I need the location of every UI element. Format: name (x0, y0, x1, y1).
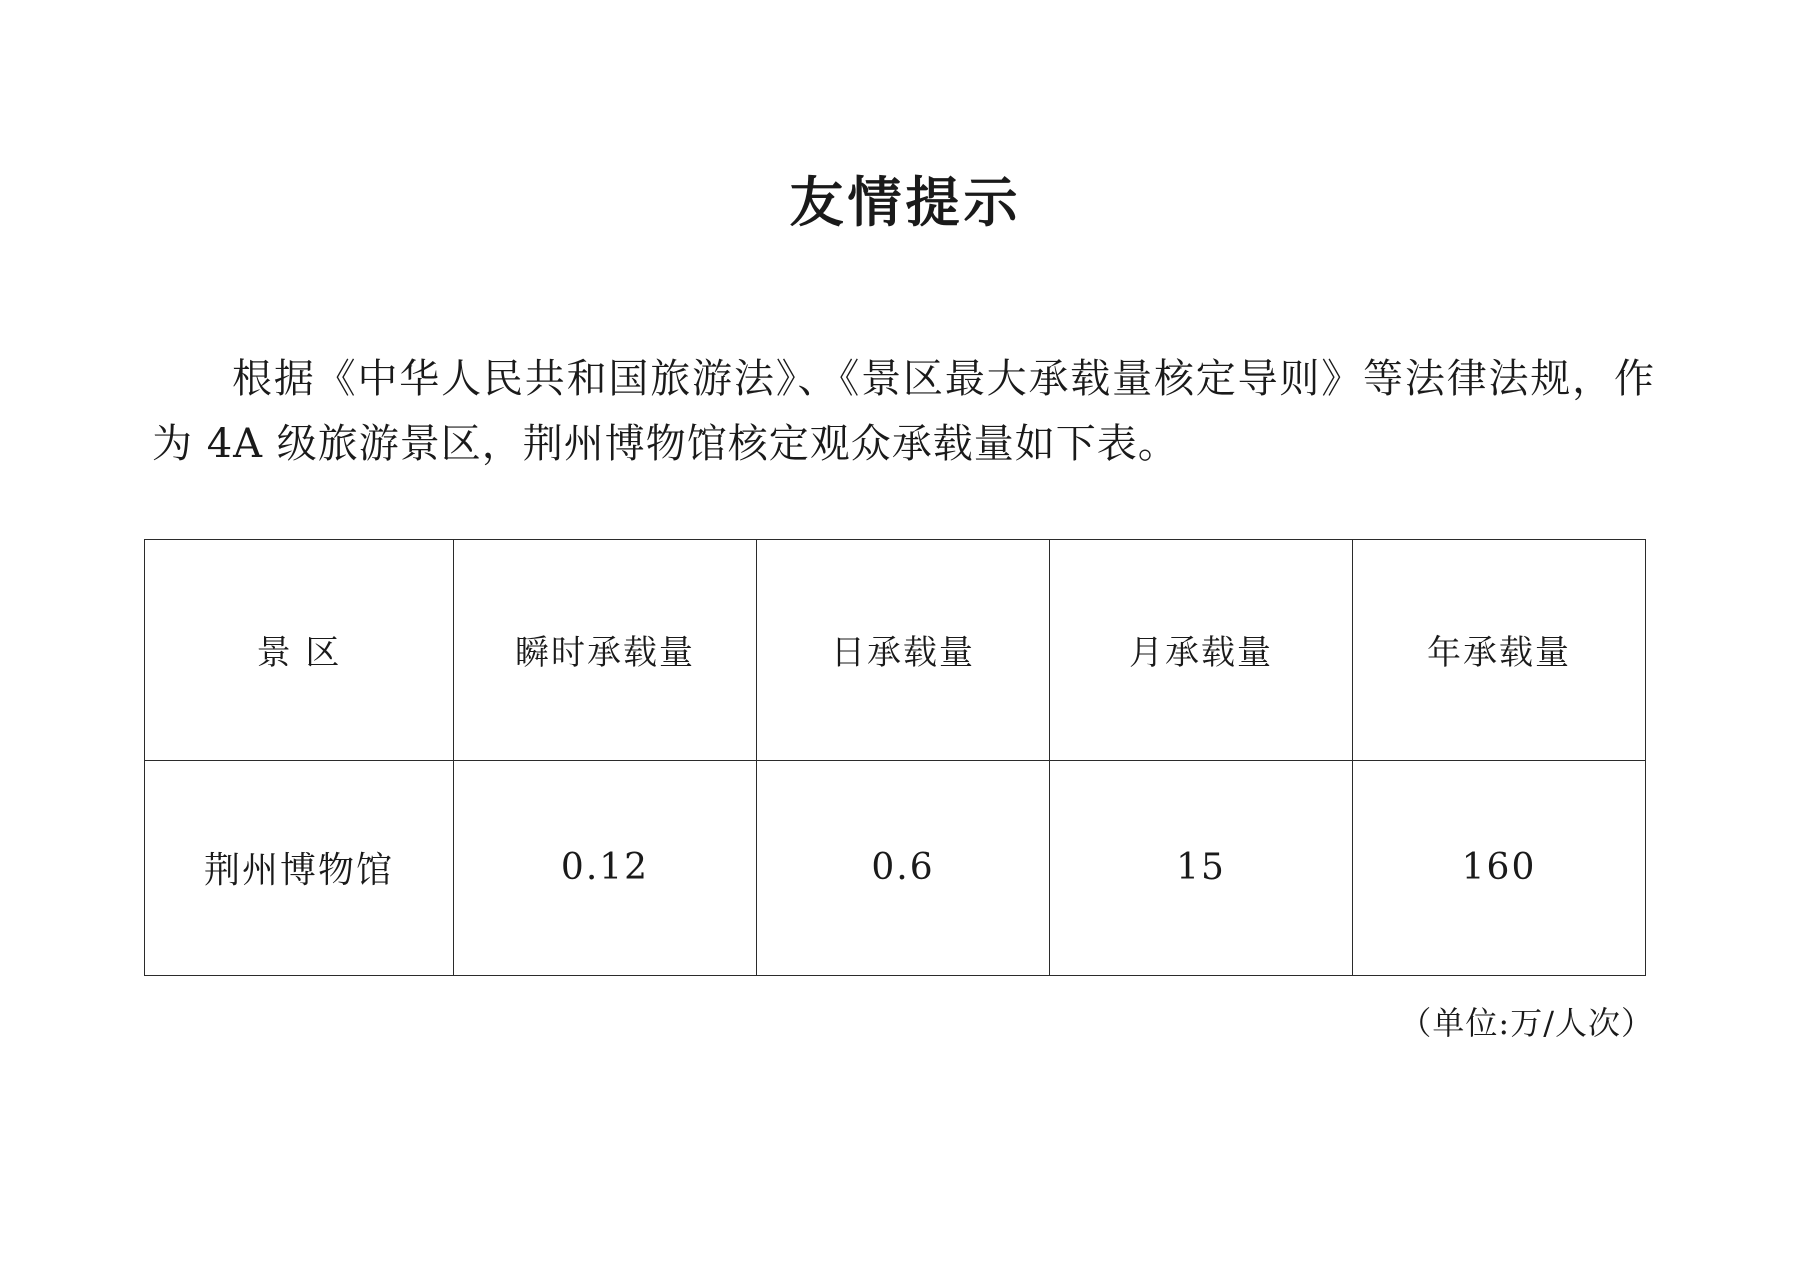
table-row (145, 760, 1646, 975)
page-title: 友情提示 (789, 170, 1022, 234)
cell-daily-capacity: 0.6 (757, 760, 1050, 975)
table-header (145, 539, 1646, 760)
cell-monthly-capacity: 15 (1050, 760, 1353, 975)
cell-instant-capacity: 0.12 (454, 760, 757, 975)
header-cell-daily-capacity: 日承载量 (757, 539, 1050, 760)
header-cell-monthly-capacity: 月承载量 (1050, 539, 1353, 760)
table-header-row (145, 539, 1646, 760)
document-paragraph: 根据《中华人民共和国旅游法》、《景区最大承载量核定导则》等法律法规，作为 4A 级旅游景区，荆州博物馆核定观众承载量如下表。 (152, 356, 1655, 467)
unit-note: （单位:万/人次） (1399, 1003, 1654, 1042)
cell-scenic-area: 荆州博物馆 (145, 760, 454, 975)
capacity-table (144, 539, 1646, 976)
header-cell-instant-capacity: 瞬时承载量 (454, 539, 757, 760)
cell-yearly-capacity: 160 (1353, 760, 1646, 975)
capacity-table-container (120, 477, 1691, 1044)
header-cell-yearly-capacity: 年承载量 (1353, 539, 1646, 760)
header-cell-scenic-area: 景 区 (145, 539, 454, 760)
table-body (145, 760, 1646, 975)
